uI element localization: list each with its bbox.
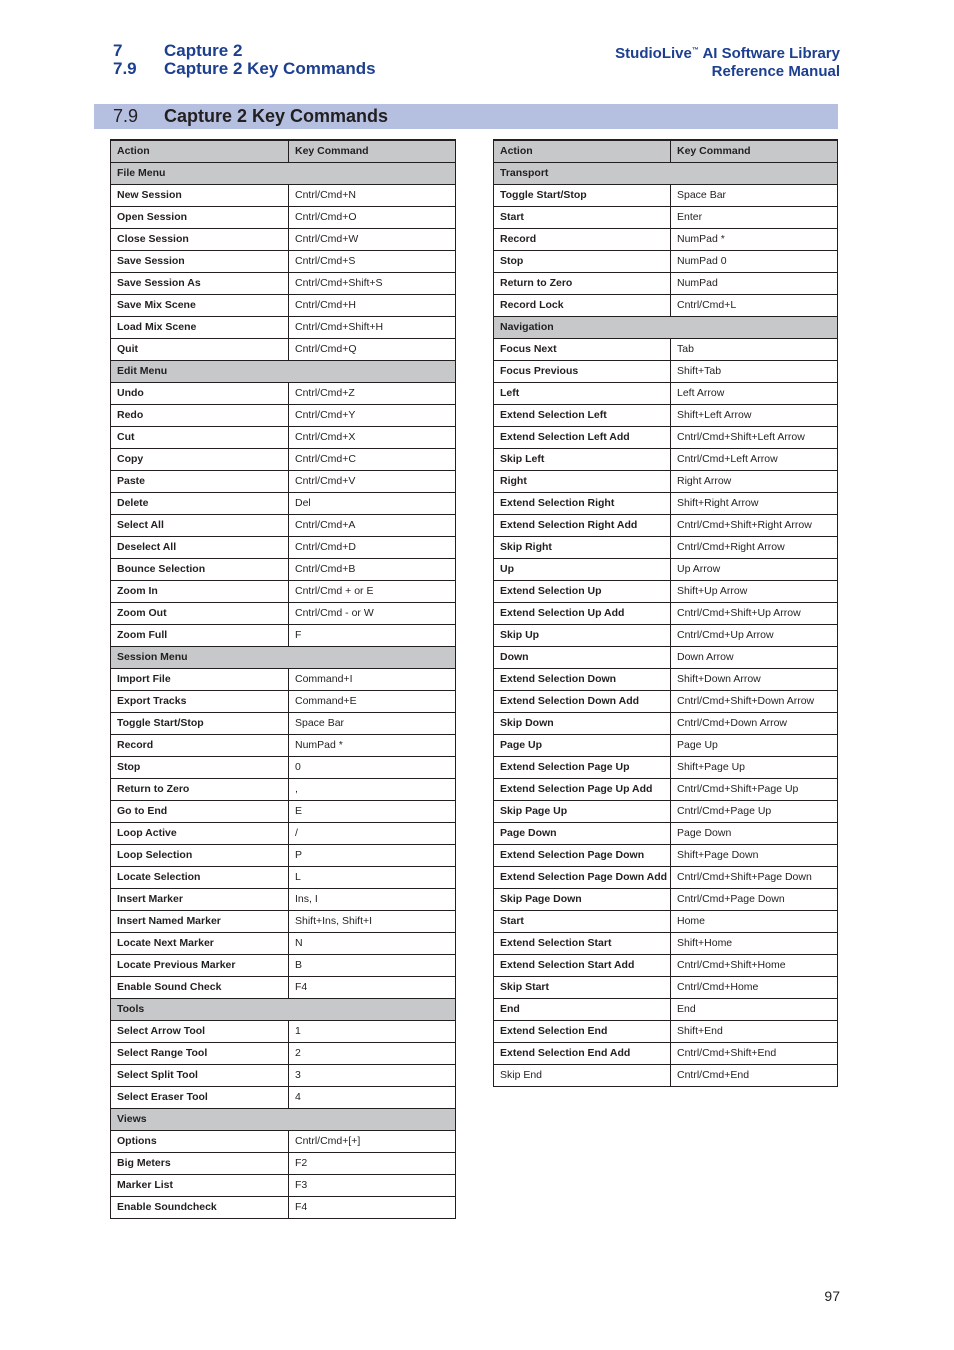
action-cell: Focus Previous bbox=[494, 360, 671, 382]
action-cell: Skip Page Down bbox=[494, 888, 671, 910]
action-cell: Open Session bbox=[111, 206, 289, 228]
table-row bbox=[111, 822, 456, 844]
key-command-cell: Cntrl/Cmd+Shift+Page Down bbox=[671, 866, 838, 888]
action-cell: Extend Selection Down bbox=[494, 668, 671, 690]
key-command-cell: F bbox=[289, 624, 456, 646]
action-cell: Toggle Start/Stop bbox=[494, 184, 671, 206]
action-cell: Page Up bbox=[494, 734, 671, 756]
key-command-cell: Page Up bbox=[671, 734, 838, 756]
key-command-cell: Cntrl/Cmd+A bbox=[289, 514, 456, 536]
key-command-cell: Cntrl/Cmd+X bbox=[289, 426, 456, 448]
key-command-cell: Cntrl/Cmd+B bbox=[289, 558, 456, 580]
action-cell: Quit bbox=[111, 338, 289, 360]
table-row bbox=[494, 448, 838, 470]
key-command-cell: Cntrl/Cmd+Up Arrow bbox=[671, 624, 838, 646]
key-command-cell: NumPad * bbox=[671, 228, 838, 250]
action-cell: Locate Selection bbox=[111, 866, 289, 888]
action-cell: Options bbox=[111, 1130, 289, 1152]
key-command-cell: NumPad 0 bbox=[671, 250, 838, 272]
action-cell: Right bbox=[494, 470, 671, 492]
action-cell: Stop bbox=[111, 756, 289, 778]
action-cell: Extend Selection Up Add bbox=[494, 602, 671, 624]
key-command-cell: Shift+Page Down bbox=[671, 844, 838, 866]
chapter-heading bbox=[113, 42, 376, 78]
action-cell: Paste bbox=[111, 470, 289, 492]
table-row bbox=[111, 668, 456, 690]
table-row bbox=[494, 822, 838, 844]
action-cell: Close Session bbox=[111, 228, 289, 250]
key-command-cell: 0 bbox=[289, 756, 456, 778]
key-command-cell: NumPad * bbox=[289, 734, 456, 756]
action-cell: New Session bbox=[111, 184, 289, 206]
key-command-cell: Command+E bbox=[289, 690, 456, 712]
table-row bbox=[494, 492, 838, 514]
manual-title-rest: AI Software Library bbox=[698, 45, 840, 62]
key-command-cell: Cntrl/Cmd+Page Down bbox=[671, 888, 838, 910]
key-command-cell: Cntrl/Cmd+End bbox=[671, 1064, 838, 1086]
table-row bbox=[111, 228, 456, 250]
action-cell: Left bbox=[494, 382, 671, 404]
key-command-cell: Command+I bbox=[289, 668, 456, 690]
table-row bbox=[111, 514, 456, 536]
key-command-cell: Cntrl/Cmd+Shift+S bbox=[289, 272, 456, 294]
section-row bbox=[111, 162, 456, 184]
table-row bbox=[111, 206, 456, 228]
action-cell: Go to End bbox=[111, 800, 289, 822]
section-label: Navigation bbox=[494, 316, 838, 338]
table-row bbox=[494, 184, 838, 206]
table-row bbox=[111, 778, 456, 800]
action-cell: Record Lock bbox=[494, 294, 671, 316]
key-command-cell: F4 bbox=[289, 1196, 456, 1218]
action-cell: Loop Active bbox=[111, 822, 289, 844]
table-row bbox=[494, 888, 838, 910]
key-command-cell: Shift+Ins, Shift+I bbox=[289, 910, 456, 932]
action-cell: Start bbox=[494, 910, 671, 932]
action-cell: Cut bbox=[111, 426, 289, 448]
action-cell: Enable Sound Check bbox=[111, 976, 289, 998]
table-header-row bbox=[111, 140, 456, 162]
key-command-cell: Tab bbox=[671, 338, 838, 360]
section-row bbox=[111, 646, 456, 668]
section-row bbox=[111, 360, 456, 382]
table-row bbox=[494, 580, 838, 602]
table-row bbox=[111, 1020, 456, 1042]
action-cell: Extend Selection Down Add bbox=[494, 690, 671, 712]
action-cell: Zoom In bbox=[111, 580, 289, 602]
action-cell: Select Split Tool bbox=[111, 1064, 289, 1086]
key-command-cell: Cntrl/Cmd+Right Arrow bbox=[671, 536, 838, 558]
key-command-cell: Shift+Tab bbox=[671, 360, 838, 382]
table-row bbox=[111, 844, 456, 866]
table-row bbox=[111, 756, 456, 778]
table-row bbox=[111, 954, 456, 976]
key-command-cell: Cntrl/Cmd+S bbox=[289, 250, 456, 272]
key-command-cell: Space Bar bbox=[289, 712, 456, 734]
key-command-cell: B bbox=[289, 954, 456, 976]
action-cell: Export Tracks bbox=[111, 690, 289, 712]
key-command-cell: P bbox=[289, 844, 456, 866]
key-command-cell: Shift+Right Arrow bbox=[671, 492, 838, 514]
action-cell: Zoom Out bbox=[111, 602, 289, 624]
key-command-cell: Up Arrow bbox=[671, 558, 838, 580]
action-cell: Record bbox=[111, 734, 289, 756]
table-row bbox=[494, 998, 838, 1020]
table-row bbox=[494, 404, 838, 426]
key-command-cell: Cntrl/Cmd+Page Up bbox=[671, 800, 838, 822]
action-cell: Extend Selection Page Up Add bbox=[494, 778, 671, 800]
action-cell: Marker List bbox=[111, 1174, 289, 1196]
action-cell: Extend Selection Up bbox=[494, 580, 671, 602]
table-row bbox=[494, 778, 838, 800]
action-cell: Return to Zero bbox=[494, 272, 671, 294]
table-row bbox=[111, 910, 456, 932]
key-command-cell: Cntrl/Cmd+[+] bbox=[289, 1130, 456, 1152]
action-cell: Toggle Start/Stop bbox=[111, 712, 289, 734]
table-row bbox=[494, 668, 838, 690]
table-row bbox=[111, 338, 456, 360]
table-row bbox=[111, 536, 456, 558]
table-row bbox=[111, 492, 456, 514]
action-cell: Locate Next Marker bbox=[111, 932, 289, 954]
manual-brand: StudioLive bbox=[615, 45, 692, 62]
table-row bbox=[111, 316, 456, 338]
section-label: Transport bbox=[494, 162, 838, 184]
table-row bbox=[494, 470, 838, 492]
action-cell: Extend Selection Left bbox=[494, 404, 671, 426]
action-cell: Start bbox=[494, 206, 671, 228]
key-command-cell: Cntrl/Cmd+Shift+Page Up bbox=[671, 778, 838, 800]
key-command-cell: Cntrl/Cmd+Z bbox=[289, 382, 456, 404]
key-command-cell: L bbox=[289, 866, 456, 888]
table-row bbox=[111, 932, 456, 954]
table-row bbox=[111, 1064, 456, 1086]
action-cell: Return to Zero bbox=[111, 778, 289, 800]
table-row bbox=[494, 734, 838, 756]
action-cell: Insert Named Marker bbox=[111, 910, 289, 932]
key-command-cell: Cntrl/Cmd+Down Arrow bbox=[671, 712, 838, 734]
key-command-cell: Cntrl/Cmd+Shift+End bbox=[671, 1042, 838, 1064]
key-commands-table-right bbox=[493, 139, 838, 1087]
action-cell: Extend Selection Page Down bbox=[494, 844, 671, 866]
chapter-title: Capture 2 bbox=[164, 41, 243, 60]
action-cell: Import File bbox=[111, 668, 289, 690]
table-row bbox=[494, 426, 838, 448]
key-command-cell: End bbox=[671, 998, 838, 1020]
key-command-cell: Left Arrow bbox=[671, 382, 838, 404]
action-cell: Skip Down bbox=[494, 712, 671, 734]
action-cell: Insert Marker bbox=[111, 888, 289, 910]
key-command-cell: Cntrl/Cmd+D bbox=[289, 536, 456, 558]
trademark: ™ bbox=[691, 47, 699, 54]
action-cell: Skip Left bbox=[494, 448, 671, 470]
table-row bbox=[111, 624, 456, 646]
action-cell: Extend Selection Page Up bbox=[494, 756, 671, 778]
key-command-cell: N bbox=[289, 932, 456, 954]
key-command-cell: Cntrl/Cmd+Home bbox=[671, 976, 838, 998]
key-command-cell: Page Down bbox=[671, 822, 838, 844]
section-row bbox=[494, 162, 838, 184]
key-command-cell: Home bbox=[671, 910, 838, 932]
table-row bbox=[111, 690, 456, 712]
key-command-cell: F3 bbox=[289, 1174, 456, 1196]
manual-title bbox=[615, 42, 840, 81]
key-command-cell: 1 bbox=[289, 1020, 456, 1042]
manual-subtitle: Reference Manual bbox=[711, 63, 840, 80]
table-row bbox=[494, 1064, 838, 1086]
section-label: Session Menu bbox=[111, 646, 456, 668]
action-cell: Extend Selection Left Add bbox=[494, 426, 671, 448]
key-command-cell: F4 bbox=[289, 976, 456, 998]
section-label: Edit Menu bbox=[111, 360, 456, 382]
key-command-cell: Right Arrow bbox=[671, 470, 838, 492]
key-command-cell: Space Bar bbox=[671, 184, 838, 206]
table-row bbox=[494, 272, 838, 294]
action-cell: Skip End bbox=[494, 1064, 671, 1086]
table-row bbox=[111, 404, 456, 426]
table-row bbox=[111, 558, 456, 580]
key-command-cell: Cntrl/Cmd+Y bbox=[289, 404, 456, 426]
table-header-row bbox=[494, 140, 838, 162]
table-row bbox=[111, 1152, 456, 1174]
table-row bbox=[494, 250, 838, 272]
table-row bbox=[111, 602, 456, 624]
action-cell: Record bbox=[494, 228, 671, 250]
table-row bbox=[494, 624, 838, 646]
section-label: File Menu bbox=[111, 162, 456, 184]
action-cell: Enable Soundcheck bbox=[111, 1196, 289, 1218]
section-label: Views bbox=[111, 1108, 456, 1130]
action-cell: Bounce Selection bbox=[111, 558, 289, 580]
table-row bbox=[111, 712, 456, 734]
table-row bbox=[111, 1174, 456, 1196]
key-command-cell: Shift+Page Up bbox=[671, 756, 838, 778]
table-row bbox=[494, 712, 838, 734]
key-command-cell: Cntrl/Cmd+Shift+Right Arrow bbox=[671, 514, 838, 536]
action-cell: Extend Selection End Add bbox=[494, 1042, 671, 1064]
section-heading-bar bbox=[94, 104, 838, 129]
action-cell: Down bbox=[494, 646, 671, 668]
key-command-cell: Cntrl/Cmd+Shift+Left Arrow bbox=[671, 426, 838, 448]
key-command-cell: Cntrl/Cmd+V bbox=[289, 470, 456, 492]
table-row bbox=[111, 1196, 456, 1218]
table-row bbox=[494, 646, 838, 668]
table-row bbox=[111, 470, 456, 492]
action-cell: End bbox=[494, 998, 671, 1020]
table-row bbox=[111, 250, 456, 272]
action-cell: Delete bbox=[111, 492, 289, 514]
section-number: 7.9 bbox=[113, 59, 137, 78]
key-command-cell: , bbox=[289, 778, 456, 800]
action-cell: Focus Next bbox=[494, 338, 671, 360]
table-row bbox=[111, 294, 456, 316]
action-cell: Deselect All bbox=[111, 536, 289, 558]
action-cell: Extend Selection End bbox=[494, 1020, 671, 1042]
action-cell: Zoom Full bbox=[111, 624, 289, 646]
action-cell: Extend Selection Right Add bbox=[494, 514, 671, 536]
key-command-cell: Shift+Down Arrow bbox=[671, 668, 838, 690]
key-command-cell: Ins, I bbox=[289, 888, 456, 910]
key-command-cell: / bbox=[289, 822, 456, 844]
key-command-cell: Cntrl/Cmd+W bbox=[289, 228, 456, 250]
key-command-cell: Cntrl/Cmd + or E bbox=[289, 580, 456, 602]
key-command-cell: Cntrl/Cmd+Shift+Down Arrow bbox=[671, 690, 838, 712]
key-command-cell: Cntrl/Cmd+O bbox=[289, 206, 456, 228]
key-command-cell: Cntrl/Cmd+Left Arrow bbox=[671, 448, 838, 470]
action-cell: Skip Up bbox=[494, 624, 671, 646]
table-row bbox=[111, 866, 456, 888]
key-command-cell: 4 bbox=[289, 1086, 456, 1108]
action-cell: Load Mix Scene bbox=[111, 316, 289, 338]
key-command-cell: Cntrl/Cmd - or W bbox=[289, 602, 456, 624]
action-cell: Save Mix Scene bbox=[111, 294, 289, 316]
section-row bbox=[111, 998, 456, 1020]
table-row bbox=[494, 1020, 838, 1042]
key-command-cell: Cntrl/Cmd+Shift+Home bbox=[671, 954, 838, 976]
table-row bbox=[494, 932, 838, 954]
action-cell: Skip Right bbox=[494, 536, 671, 558]
table-row bbox=[494, 294, 838, 316]
key-command-cell: NumPad bbox=[671, 272, 838, 294]
section-row bbox=[111, 1108, 456, 1130]
table-row bbox=[494, 206, 838, 228]
key-command-cell: F2 bbox=[289, 1152, 456, 1174]
column-header-key-command: Key Command bbox=[289, 140, 456, 162]
table-row bbox=[494, 382, 838, 404]
action-cell: Undo bbox=[111, 382, 289, 404]
action-cell: Copy bbox=[111, 448, 289, 470]
table-row bbox=[111, 184, 456, 206]
table-row bbox=[494, 844, 838, 866]
table-row bbox=[494, 558, 838, 580]
column-header-key-command: Key Command bbox=[671, 140, 838, 162]
table-row bbox=[494, 536, 838, 558]
key-command-cell: Shift+End bbox=[671, 1020, 838, 1042]
action-cell: Big Meters bbox=[111, 1152, 289, 1174]
table-row bbox=[111, 448, 456, 470]
action-cell: Skip Page Up bbox=[494, 800, 671, 822]
section-bar-title: Capture 2 Key Commands bbox=[164, 106, 389, 126]
section-row bbox=[494, 316, 838, 338]
table-row bbox=[111, 976, 456, 998]
key-command-cell: Cntrl/Cmd+Shift+Up Arrow bbox=[671, 602, 838, 624]
key-command-cell: Shift+Up Arrow bbox=[671, 580, 838, 602]
action-cell: Select All bbox=[111, 514, 289, 536]
key-command-cell: Cntrl/Cmd+Shift+H bbox=[289, 316, 456, 338]
key-command-cell: 3 bbox=[289, 1064, 456, 1086]
action-cell: Extend Selection Page Down Add bbox=[494, 866, 671, 888]
key-command-cell: Shift+Home bbox=[671, 932, 838, 954]
key-command-cell: Cntrl/Cmd+Q bbox=[289, 338, 456, 360]
key-command-cell: Down Arrow bbox=[671, 646, 838, 668]
table-row bbox=[111, 426, 456, 448]
action-cell: Skip Start bbox=[494, 976, 671, 998]
chapter-number: 7 bbox=[113, 41, 123, 60]
action-cell: Up bbox=[494, 558, 671, 580]
table-row bbox=[494, 602, 838, 624]
table-row bbox=[494, 338, 838, 360]
table-row bbox=[494, 1042, 838, 1064]
table-row bbox=[111, 1042, 456, 1064]
table-row bbox=[111, 734, 456, 756]
action-cell: Loop Selection bbox=[111, 844, 289, 866]
key-command-cell: Del bbox=[289, 492, 456, 514]
table-row bbox=[111, 800, 456, 822]
action-cell: Save Session bbox=[111, 250, 289, 272]
key-command-cell: Cntrl/Cmd+N bbox=[289, 184, 456, 206]
table-row bbox=[111, 888, 456, 910]
table-row bbox=[494, 800, 838, 822]
action-cell: Extend Selection Start bbox=[494, 932, 671, 954]
table-row bbox=[494, 756, 838, 778]
action-cell: Page Down bbox=[494, 822, 671, 844]
action-cell: Save Session As bbox=[111, 272, 289, 294]
key-command-cell: Cntrl/Cmd+H bbox=[289, 294, 456, 316]
section-title: Capture 2 Key Commands bbox=[164, 59, 376, 78]
section-label: Tools bbox=[111, 998, 456, 1020]
table-row bbox=[494, 910, 838, 932]
action-cell: Redo bbox=[111, 404, 289, 426]
table-row bbox=[494, 976, 838, 998]
action-cell: Locate Previous Marker bbox=[111, 954, 289, 976]
key-command-cell: Cntrl/Cmd+L bbox=[671, 294, 838, 316]
section-bar-number: 7.9 bbox=[113, 106, 139, 126]
action-cell: Select Arrow Tool bbox=[111, 1020, 289, 1042]
key-command-cell: E bbox=[289, 800, 456, 822]
key-command-cell: Enter bbox=[671, 206, 838, 228]
key-commands-table-left bbox=[110, 139, 456, 1219]
column-header-action: Action bbox=[111, 140, 289, 162]
action-cell: Select Range Tool bbox=[111, 1042, 289, 1064]
key-command-cell: Shift+Left Arrow bbox=[671, 404, 838, 426]
table-row bbox=[494, 866, 838, 888]
table-row bbox=[494, 360, 838, 382]
key-command-cell: 2 bbox=[289, 1042, 456, 1064]
table-row bbox=[111, 382, 456, 404]
action-cell: Stop bbox=[494, 250, 671, 272]
table-row bbox=[494, 954, 838, 976]
table-row bbox=[111, 580, 456, 602]
key-command-cell: Cntrl/Cmd+C bbox=[289, 448, 456, 470]
table-row bbox=[111, 1130, 456, 1152]
column-header-action: Action bbox=[494, 140, 671, 162]
table-row bbox=[111, 272, 456, 294]
action-cell: Extend Selection Start Add bbox=[494, 954, 671, 976]
page-number: 97 bbox=[824, 1288, 840, 1304]
table-row bbox=[494, 228, 838, 250]
table-row bbox=[494, 514, 838, 536]
table-row bbox=[111, 1086, 456, 1108]
action-cell: Select Eraser Tool bbox=[111, 1086, 289, 1108]
action-cell: Extend Selection Right bbox=[494, 492, 671, 514]
table-row bbox=[494, 690, 838, 712]
